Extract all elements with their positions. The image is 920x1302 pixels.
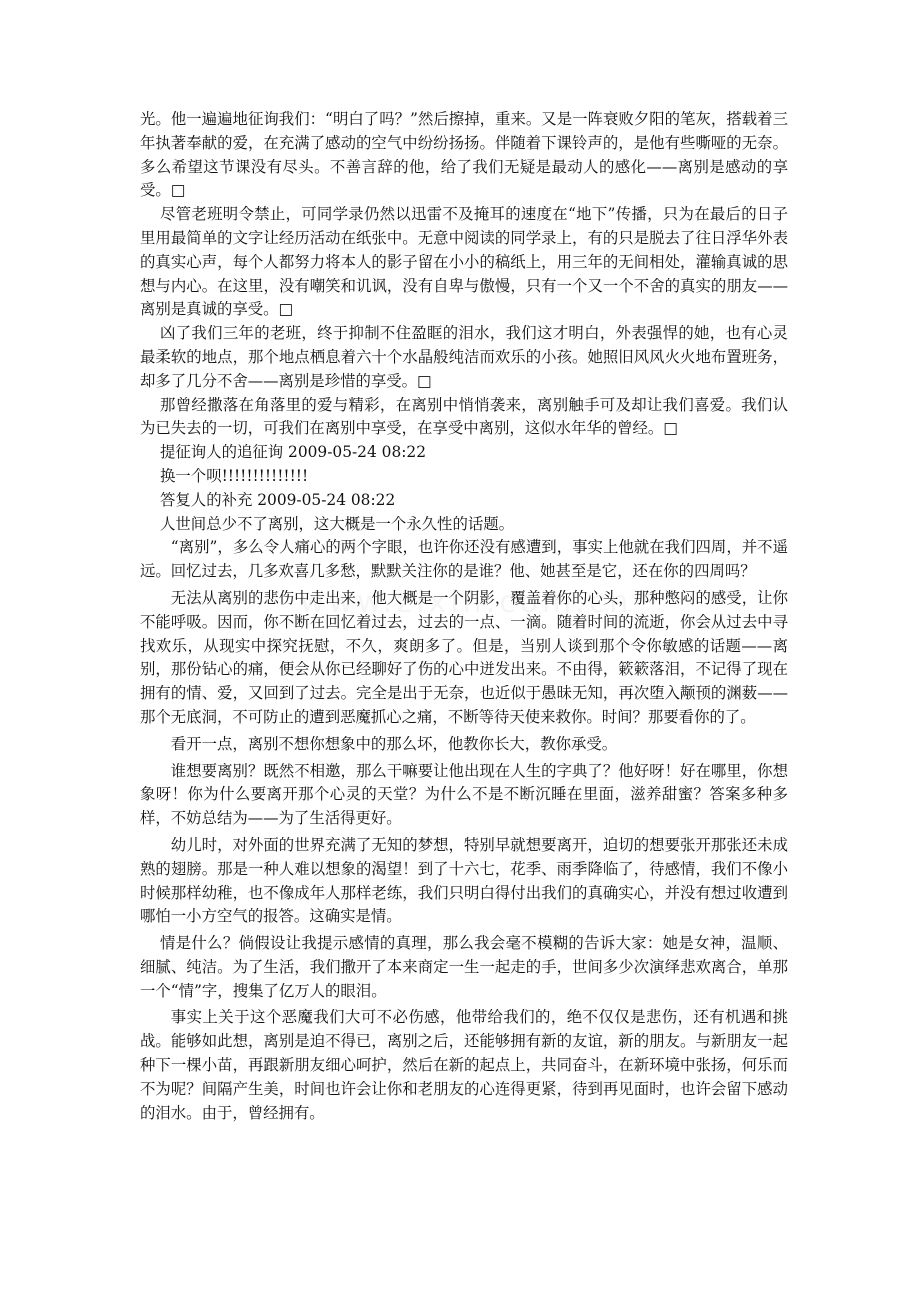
paragraph-what-is-love: 情是什么？倘假设让我提示感情的真理，那么我会毫不模糊的告诉大家：她是女神，温顺、细腻、纯洁。为了生活，我们撒开了本来商定一生一起走的手，世间多少次演绎悲欢离合，单那一个“情”字，搜集了亿万人的眼泪。 — [140, 934, 788, 1000]
paragraph-cherished-past: 那曾经撒落在角落里的爱与精彩，在离别中悄悄袭来，离别触手可及却让我们喜爱。我们认为已失去的一切，可我们在离别中享受，在享受中离别，这似水年华的曾经。□ — [140, 395, 788, 438]
paragraph-classmate-book: 尽管老班明令禁止，可同学录仍然以迅雷不及掩耳的速度在“地下”传播，只为在最后的日子里用最简单的文字让经历活动在纸张中。无意中阅读的同学录上，有的只是脱去了往日浮华外表的真实心声，每个人都努力将本人的影子留在小小的稿纸上，用三年的无间相处，灌输真诚的思想与内心。在这里，没有嘲笑和讥讽，没有自卑与傲慢，只有一个又一个不舍的真实的朋友——离别是真诚的享受。□ — [140, 205, 788, 319]
paragraph-childhood-dreams: 幼儿时，对外面的世界充满了无知的梦想，特别早就想要离开，迫切的想要张开那张还未成熟的翅膀。那是一种人难以想象的渴望！到了十六七，花季、雨季降临了，待感情，我们不像小时候那样幼稚，也不像成年人那样老练，我们只明白得付出我们的真确实心，并没有想过收遭到哪怕一小方空气的报答。这确实是情。 — [140, 835, 788, 926]
paragraph-farewell-teacher: 光。他一遍遍地征询我们：“明白了吗？”然后擦掉，重来。又是一阵衰败夕阳的笔灰，搭载着三年执著奉献的爱，在充满了感动的空气中纷纷扬扬。伴随着下课铃声的，是他有些嘶哑的无奈。多么希望这节课没有尽头。不善言辞的他，给了我们无疑是最动人的感化——离别是感动的享受。□ — [140, 110, 788, 200]
paragraph-new-friends: 事实上关于这个恶魔我们大可不必伤感，他带给我们的，绝不仅仅是悲伤，还有机遇和挑战。能够如此想，离别是迫不得已，离别之后，还能够拥有新的友谊，新的朋友。与新朋友一起种下一棵小苗，再跟新朋友细心呵护，然后在新的起点上，共同奋斗，在新环境中张扬，何乐而不为呢？间隔产生美，时间也许会让你和老朋友的心连得更紧，待到再见面时，也许会留下感动的泪水。由于，曾经拥有。 — [140, 1008, 788, 1122]
paragraph-look-on-bright-side: 看开一点，离别不想你想象中的那么坏，他教你长大，教你承受。 — [170, 734, 618, 753]
answer-supplement-header: 答复人的补充 2009-05-24 08:22 — [160, 490, 396, 509]
paragraph-shadow-of-sorrow: 无法从离别的悲伤中走出来，他大概是一个阴影，覆盖着你的心头，那种憋闷的感受，让你不能呼吸。因而，你不断在回忆着过去，过去的一点、一滴。随着时间的流逝，你会从过去中寻找欢乐，从现实中探究抚慰，不久，爽朗多了。但是，当别人谈到那个令你敏感的话题——离别，那份钻心的痛，便会从你已经聊好了伤的心中迸发出来。不由得，簌簌落泪，不记得了现在拥有的情、爱，又回到了过去。完全是出于无奈，也近似于愚昧无知，再次堕入颟顸的渊薮——那个无底洞，不可防止的遭到恶魔抓心之痛，不断等待天使来救你。时间？那要看你的了。 — [140, 588, 788, 726]
answer-intro-line: 人世间总少不了离别，这大概是一个永久性的话题。 — [160, 514, 515, 533]
paragraph-head-teacher: 凶了我们三年的老班，终于抑制不住盈眶的泪水，我们这才明白，外表强悍的她，也有心灵最柔软的地点，那个地点栖息着六十个水晶般纯洁而欢乐的小孩。她照旧风风火火地布置班务，却多了几分不舍——离别是珍惜的享受。□ — [140, 324, 788, 390]
paragraph-who-wants-farewell: 谁想要离别？既然不相邀，那么干嘛要让他出现在人生的字典了？他好呀！好在哪里，你想象呀！你为什么要离开那个心灵的天堂？为什么不是不断沉睡在里面，滋养甜蜜？答案多种多样，不妨总结为——为了生活得更好。 — [140, 761, 788, 828]
question-followup-text: 换一个呗!!!!!!!!!!!!!! — [160, 466, 309, 485]
question-followup-header: 提征询人的追征询 2009-05-24 08:22 — [160, 443, 427, 462]
document-body — [140, 108, 788, 1125]
paragraph-word-farewell: “离别”，多么令人痛心的两个字眼，也许你还没有感遭到，事实上他就在我们四周，并不遥远。回忆过去，几多欢喜几多愁，默默关注你的是谁？他、她甚至是它，还在你的四周吗？ — [140, 538, 788, 581]
